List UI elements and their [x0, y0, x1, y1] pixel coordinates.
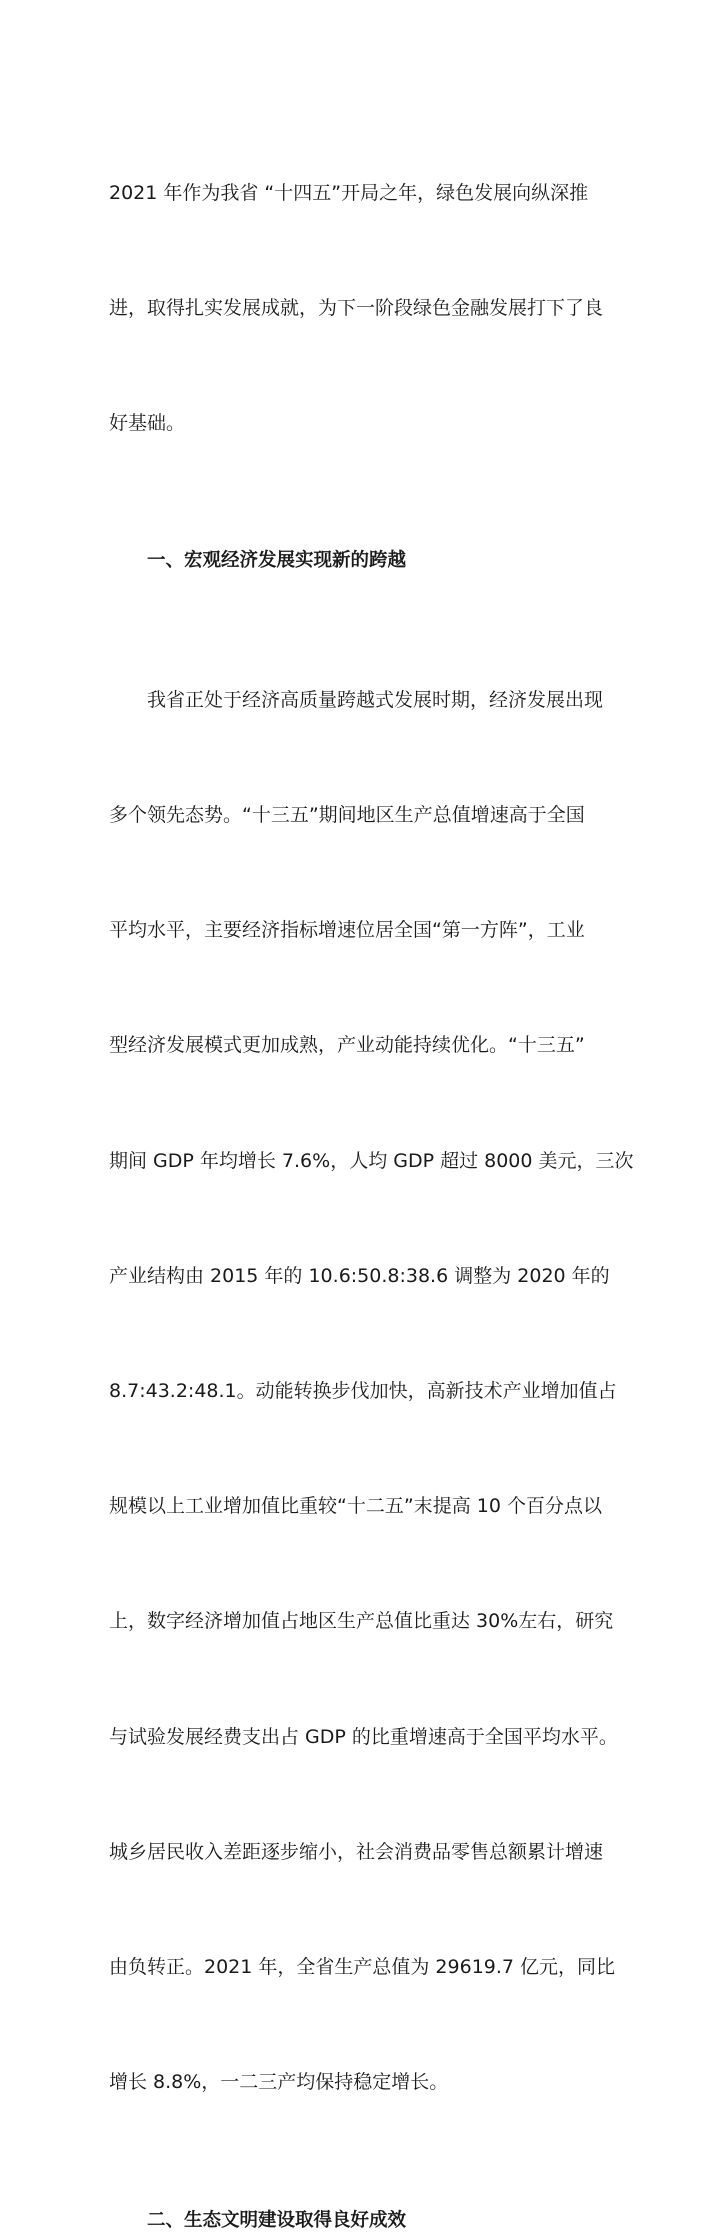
text-line: 好基础。 — [109, 412, 186, 435]
paragraph-spacer — [109, 581, 614, 604]
text-line: 多个领先态势。“十三五”期间地区生产总值增速高于全国 — [109, 803, 585, 826]
text-line: 增长 8.8%，一二三产均保持稳定增长。 — [109, 2071, 449, 2094]
intro-paragraph — [109, 97, 614, 519]
section-heading-1: 一、宏观经济发展实现新的跨越 — [147, 550, 407, 572]
text-line: 与试验发展经费支出占 GDP 的比重增速高于全国平均水平。 — [109, 1725, 618, 1748]
text-line: 上，数字经济增加值占地区生产总值比重达 30%左右，研究 — [109, 1610, 614, 1633]
text-line: 型经济发展模式更加成熟，产业动能持续优化。“十三五” — [109, 1034, 585, 1057]
text-line: 由负转正。2021 年，全省生产总值为 29619.7 亿元，同比 — [109, 1956, 616, 1979]
section-heading-2: 二、生态文明建设取得良好成效 — [147, 2209, 407, 2231]
text-line: 我省正处于经济高质量跨越式发展时期，经济发展出现 — [109, 688, 604, 711]
text-line: 进，取得扎实发展成就，为下一阶段绿色金融发展打下了良 — [109, 297, 604, 320]
text-line: 2021 年作为我省 “十四五”开局之年，绿色发展向纵深推 — [109, 181, 589, 204]
section-1-paragraph — [109, 604, 634, 2179]
text-line: 期间 GDP 年均增长 7.6%，人均 GDP 超过 8000 美元，三次 — [109, 1149, 634, 1172]
document-body — [109, 97, 634, 2240]
text-line: 规模以上工业增加值比重较“十二五”末提高 10 个百分点以 — [109, 1495, 602, 1518]
paragraph-spacer — [109, 519, 614, 542]
text-line: 平均水平，主要经济指标增速位居全国“第一方阵”，工业 — [109, 919, 585, 942]
text-line: 城乡居民收入差距逐步缩小，社会消费品零售总额累计增速 — [109, 1840, 604, 1863]
text-line: 产业结构由 2015 年的 10.6:50.8:38.6 调整为 2020 年的 — [109, 1264, 610, 1287]
text-line: 8.7:43.2:48.1。动能转换步伐加快，高新技术产业增加值占 — [109, 1380, 617, 1402]
paragraph-spacer — [109, 2179, 614, 2202]
